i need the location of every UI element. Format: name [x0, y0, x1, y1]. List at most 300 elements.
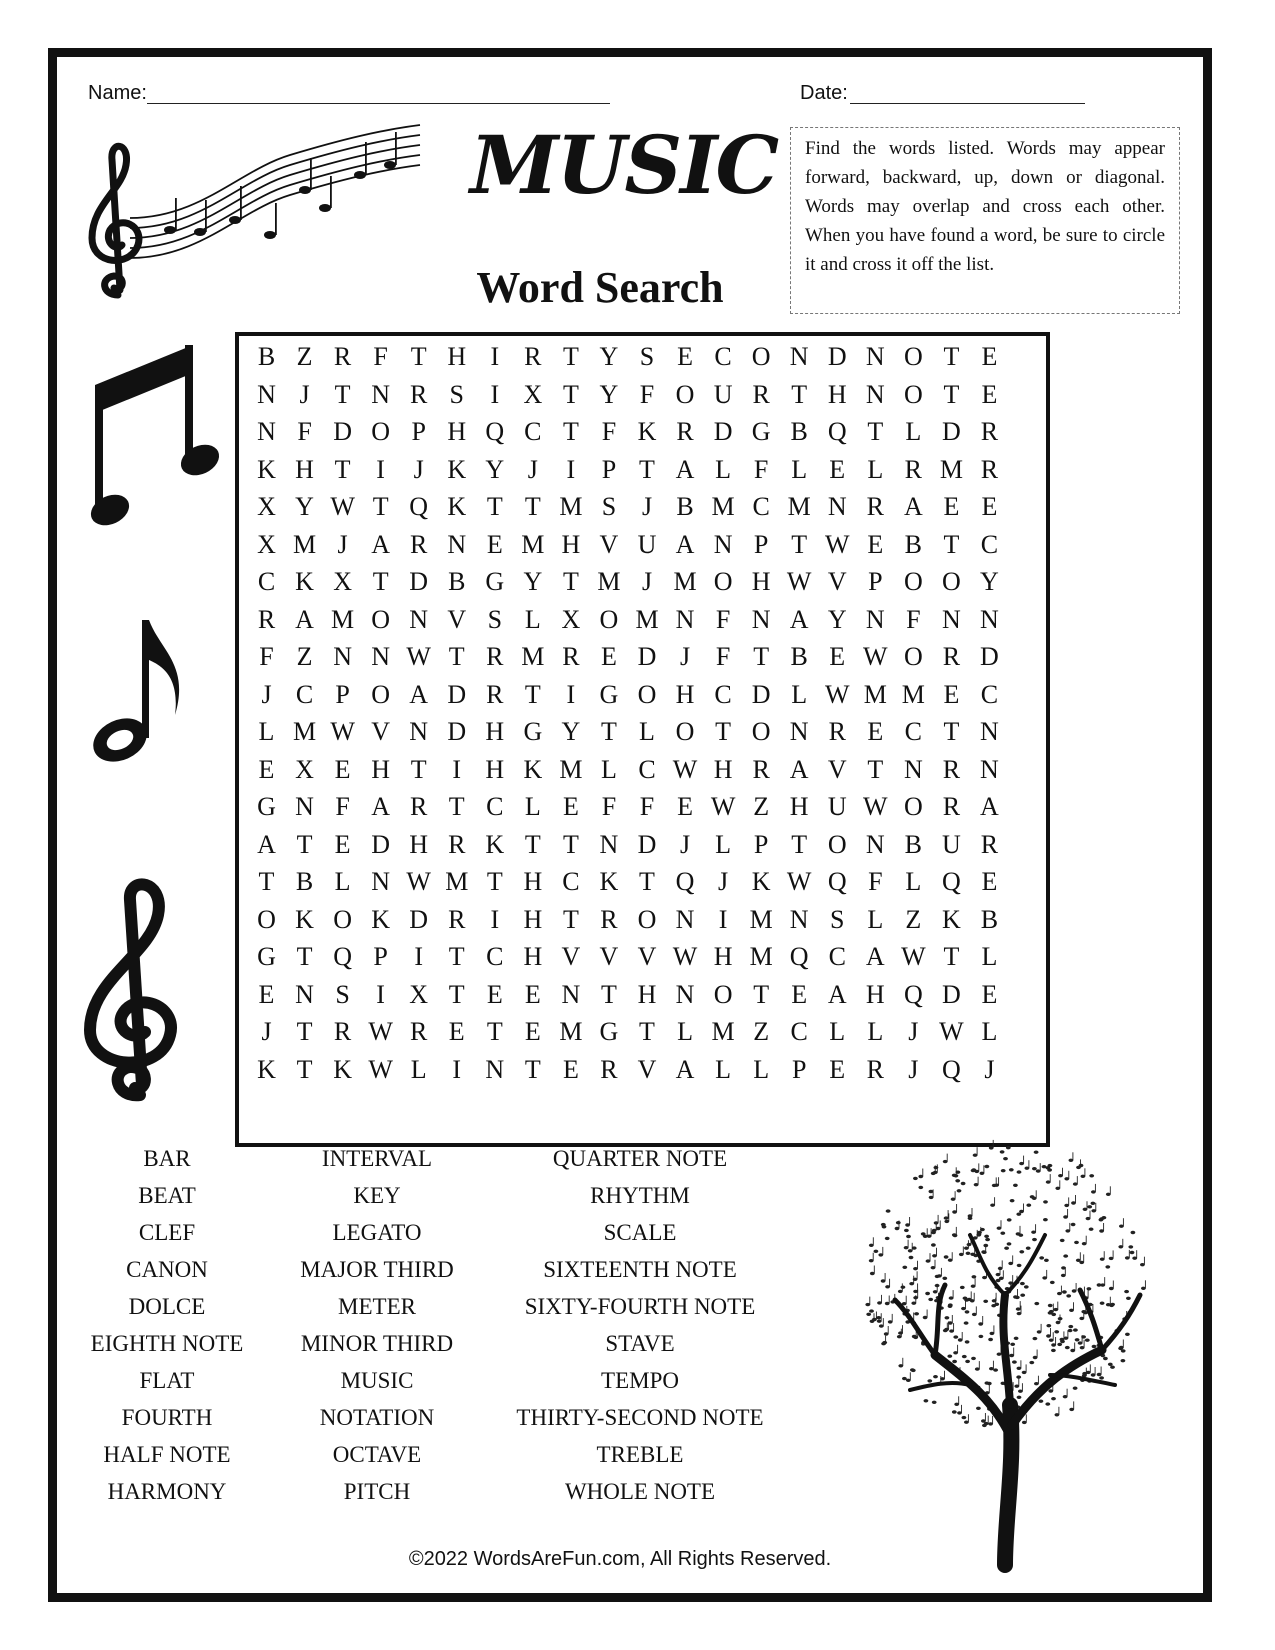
- grid-letter[interactable]: G: [523, 717, 543, 746]
- grid-letter[interactable]: C: [904, 717, 923, 746]
- grid-letter[interactable]: L: [791, 454, 808, 484]
- grid-letter[interactable]: R: [410, 792, 428, 821]
- grid-letter[interactable]: E: [981, 342, 998, 371]
- grid-letter[interactable]: N: [827, 492, 847, 521]
- grid-letter[interactable]: X: [257, 492, 276, 521]
- grid-letter[interactable]: R: [980, 454, 999, 484]
- grid-letter[interactable]: K: [599, 867, 619, 896]
- grid-letter[interactable]: Q: [942, 1054, 961, 1084]
- grid-letter[interactable]: E: [258, 754, 275, 784]
- grid-letter[interactable]: K: [942, 904, 961, 934]
- grid-letter[interactable]: T: [562, 417, 579, 446]
- grid-letter[interactable]: M: [521, 642, 545, 671]
- grid-letter[interactable]: N: [789, 717, 809, 746]
- grid-letter[interactable]: P: [753, 829, 769, 859]
- grid-letter[interactable]: C: [980, 529, 999, 559]
- grid-letter[interactable]: E: [562, 1054, 579, 1084]
- grid-letter[interactable]: C: [257, 567, 276, 596]
- grid-letter[interactable]: G: [751, 417, 771, 446]
- grid-letter[interactable]: X: [523, 379, 543, 409]
- date-field[interactable]: [850, 103, 1085, 104]
- grid-letter[interactable]: O: [637, 904, 657, 934]
- grid-letter[interactable]: E: [981, 492, 998, 521]
- grid-letter[interactable]: R: [486, 642, 504, 671]
- grid-letter[interactable]: H: [865, 979, 885, 1009]
- grid-letter[interactable]: D: [827, 342, 847, 371]
- grid-letter[interactable]: B: [980, 904, 999, 934]
- grid-letter[interactable]: T: [524, 679, 541, 709]
- grid-letter[interactable]: R: [828, 717, 846, 746]
- grid-letter[interactable]: T: [486, 492, 503, 521]
- grid-letter[interactable]: J: [261, 679, 272, 709]
- grid-letter[interactable]: U: [713, 379, 733, 409]
- grid-letter[interactable]: C: [714, 342, 732, 371]
- grid-letter[interactable]: Y: [485, 454, 505, 484]
- grid-letter[interactable]: E: [334, 754, 351, 784]
- grid-letter[interactable]: T: [296, 1017, 313, 1046]
- grid-letter[interactable]: I: [414, 942, 424, 971]
- grid-letter[interactable]: B: [904, 529, 923, 559]
- grid-letter[interactable]: Z: [753, 1017, 770, 1046]
- grid-letter[interactable]: N: [409, 604, 429, 634]
- grid-letter[interactable]: C: [486, 942, 504, 971]
- grid-letter[interactable]: O: [257, 904, 276, 934]
- grid-letter[interactable]: U: [827, 792, 847, 821]
- grid-letter[interactable]: G: [257, 792, 276, 821]
- grid-letter[interactable]: E: [334, 829, 351, 859]
- grid-letter[interactable]: N: [903, 754, 923, 784]
- grid-letter[interactable]: W: [406, 642, 431, 671]
- grid-letter[interactable]: J: [679, 829, 691, 859]
- grid-letter[interactable]: W: [672, 754, 698, 784]
- grid-letter[interactable]: E: [867, 717, 884, 746]
- grid-letter[interactable]: O: [827, 829, 847, 859]
- grid-letter[interactable]: D: [942, 979, 961, 1009]
- grid-letter[interactable]: A: [675, 454, 695, 484]
- grid-letter[interactable]: T: [258, 867, 275, 896]
- grid-letter[interactable]: N: [371, 642, 391, 671]
- grid-letter[interactable]: G: [485, 567, 505, 596]
- grid-letter[interactable]: K: [637, 417, 657, 446]
- grid-letter[interactable]: C: [790, 1017, 808, 1046]
- grid-letter[interactable]: E: [791, 979, 808, 1009]
- grid-letter[interactable]: L: [524, 792, 541, 821]
- grid-letter[interactable]: W: [710, 792, 736, 821]
- grid-letter[interactable]: Y: [980, 567, 999, 596]
- grid-letter[interactable]: I: [452, 1054, 462, 1084]
- grid-letter[interactable]: L: [905, 417, 922, 446]
- grid-letter[interactable]: N: [409, 717, 429, 746]
- grid-letter[interactable]: B: [904, 829, 923, 859]
- grid-letter[interactable]: T: [562, 342, 579, 371]
- grid-letter[interactable]: E: [981, 379, 998, 409]
- grid-letter[interactable]: K: [295, 567, 314, 596]
- grid-letter[interactable]: E: [486, 979, 503, 1009]
- grid-letter[interactable]: L: [677, 1017, 693, 1046]
- grid-letter[interactable]: K: [295, 904, 314, 934]
- grid-letter[interactable]: J: [908, 1054, 919, 1084]
- grid-letter[interactable]: L: [334, 867, 351, 896]
- grid-letter[interactable]: K: [371, 904, 391, 934]
- grid-letter[interactable]: R: [562, 642, 580, 671]
- grid-letter[interactable]: I: [452, 754, 462, 784]
- grid-letter[interactable]: M: [559, 754, 583, 784]
- grid-letter[interactable]: M: [711, 492, 735, 521]
- grid-letter[interactable]: H: [485, 717, 505, 746]
- grid-letter[interactable]: V: [827, 567, 847, 596]
- grid-letter[interactable]: I: [566, 454, 576, 484]
- grid-letter[interactable]: W: [672, 942, 698, 971]
- grid-letter[interactable]: A: [675, 1054, 695, 1084]
- grid-letter[interactable]: T: [562, 904, 579, 934]
- grid-letter[interactable]: V: [599, 529, 619, 559]
- grid-letter[interactable]: T: [791, 379, 808, 409]
- grid-letter[interactable]: T: [639, 454, 655, 484]
- grid-letter[interactable]: T: [410, 754, 427, 784]
- grid-letter[interactable]: H: [561, 529, 581, 559]
- grid-letter[interactable]: V: [827, 754, 847, 784]
- grid-letter[interactable]: V: [637, 942, 657, 971]
- grid-letter[interactable]: S: [830, 904, 845, 934]
- grid-letter[interactable]: R: [942, 642, 961, 671]
- grid-letter[interactable]: D: [409, 904, 429, 934]
- grid-letter[interactable]: Z: [905, 904, 922, 934]
- grid-letter[interactable]: J: [299, 379, 310, 409]
- grid-letter[interactable]: F: [259, 642, 274, 671]
- grid-letter[interactable]: Y: [295, 492, 314, 521]
- grid-letter[interactable]: T: [486, 867, 503, 896]
- grid-letter[interactable]: L: [715, 1054, 732, 1084]
- grid-letter[interactable]: B: [676, 492, 694, 521]
- grid-letter[interactable]: K: [751, 867, 771, 896]
- grid-letter[interactable]: C: [980, 679, 999, 709]
- grid-letter[interactable]: J: [718, 867, 729, 896]
- grid-letter[interactable]: P: [753, 529, 769, 559]
- grid-letter[interactable]: N: [333, 642, 352, 671]
- grid-letter[interactable]: D: [713, 417, 733, 446]
- grid-letter[interactable]: N: [942, 604, 961, 634]
- grid-letter[interactable]: A: [789, 604, 809, 634]
- grid-letter[interactable]: S: [449, 379, 464, 409]
- grid-letter[interactable]: Q: [827, 417, 847, 446]
- grid-letter[interactable]: R: [486, 679, 504, 709]
- grid-letter[interactable]: J: [413, 454, 424, 484]
- grid-letter[interactable]: R: [600, 904, 618, 934]
- grid-letter[interactable]: F: [753, 454, 769, 484]
- grid-letter[interactable]: A: [827, 979, 847, 1009]
- grid-letter[interactable]: T: [943, 529, 960, 559]
- grid-letter[interactable]: E: [943, 679, 960, 709]
- grid-letter[interactable]: S: [335, 979, 350, 1009]
- name-field[interactable]: [147, 103, 610, 104]
- grid-letter[interactable]: L: [981, 1017, 998, 1046]
- grid-letter[interactable]: N: [371, 379, 391, 409]
- grid-letter[interactable]: Q: [827, 867, 847, 896]
- grid-letter[interactable]: E: [524, 1017, 541, 1046]
- grid-letter[interactable]: E: [486, 529, 503, 559]
- grid-letter[interactable]: O: [333, 904, 352, 934]
- grid-letter[interactable]: H: [523, 904, 543, 934]
- grid-letter[interactable]: D: [980, 642, 999, 671]
- grid-letter[interactable]: Q: [903, 979, 923, 1009]
- grid-letter[interactable]: T: [943, 942, 960, 971]
- grid-letter[interactable]: H: [637, 979, 657, 1009]
- grid-letter[interactable]: O: [751, 342, 771, 371]
- grid-letter[interactable]: W: [368, 1017, 393, 1046]
- grid-letter[interactable]: T: [753, 979, 770, 1009]
- grid-letter[interactable]: N: [865, 604, 885, 634]
- grid-letter[interactable]: T: [562, 829, 579, 859]
- grid-letter[interactable]: T: [372, 492, 389, 521]
- grid-letter[interactable]: V: [637, 1054, 657, 1084]
- grid-letter[interactable]: Y: [599, 342, 619, 371]
- grid-letter[interactable]: T: [562, 379, 579, 409]
- grid-letter[interactable]: C: [714, 679, 732, 709]
- grid-letter[interactable]: T: [600, 979, 617, 1009]
- grid-letter[interactable]: R: [980, 417, 999, 446]
- grid-letter[interactable]: T: [448, 942, 465, 971]
- grid-letter[interactable]: N: [295, 979, 314, 1009]
- grid-letter[interactable]: M: [673, 567, 697, 596]
- grid-letter[interactable]: T: [867, 754, 884, 784]
- grid-letter[interactable]: M: [521, 529, 545, 559]
- grid-letter[interactable]: R: [448, 904, 466, 934]
- grid-letter[interactable]: T: [562, 567, 579, 596]
- grid-letter[interactable]: N: [789, 904, 809, 934]
- grid-letter[interactable]: K: [523, 754, 543, 784]
- grid-letter[interactable]: J: [641, 567, 653, 596]
- grid-letter[interactable]: T: [943, 342, 960, 371]
- grid-letter[interactable]: L: [410, 1054, 427, 1084]
- grid-letter[interactable]: T: [296, 942, 313, 971]
- grid-letter[interactable]: U: [637, 529, 657, 559]
- grid-letter[interactable]: H: [447, 417, 467, 446]
- grid-letter[interactable]: E: [981, 979, 998, 1009]
- grid-letter[interactable]: O: [371, 417, 391, 446]
- grid-letter[interactable]: C: [486, 792, 504, 821]
- grid-letter[interactable]: G: [599, 1017, 619, 1046]
- grid-letter[interactable]: J: [261, 1017, 272, 1046]
- grid-letter[interactable]: H: [827, 379, 847, 409]
- grid-letter[interactable]: T: [448, 642, 465, 671]
- grid-letter[interactable]: A: [980, 792, 999, 821]
- grid-letter[interactable]: T: [867, 417, 884, 446]
- grid-letter[interactable]: H: [675, 679, 695, 709]
- grid-letter[interactable]: C: [828, 942, 846, 971]
- grid-letter[interactable]: N: [599, 829, 619, 859]
- grid-letter[interactable]: Q: [942, 867, 961, 896]
- grid-letter[interactable]: R: [410, 529, 428, 559]
- grid-letter[interactable]: H: [713, 942, 733, 971]
- grid-letter[interactable]: B: [790, 642, 808, 671]
- grid-letter[interactable]: F: [297, 417, 312, 446]
- grid-letter[interactable]: P: [868, 567, 883, 596]
- grid-letter[interactable]: H: [789, 792, 809, 821]
- grid-letter[interactable]: E: [600, 642, 617, 671]
- grid-letter[interactable]: T: [296, 1054, 313, 1084]
- grid-letter[interactable]: Y: [561, 717, 581, 746]
- grid-letter[interactable]: Y: [827, 604, 847, 634]
- grid-letter[interactable]: Q: [485, 417, 505, 446]
- grid-letter[interactable]: M: [559, 492, 583, 521]
- grid-letter[interactable]: O: [903, 792, 923, 821]
- grid-letter[interactable]: T: [448, 792, 465, 821]
- grid-letter[interactable]: M: [901, 679, 925, 709]
- grid-letter[interactable]: L: [867, 454, 884, 484]
- grid-letter[interactable]: L: [753, 1054, 770, 1084]
- grid-letter[interactable]: I: [376, 979, 385, 1009]
- grid-letter[interactable]: C: [638, 754, 656, 784]
- grid-letter[interactable]: A: [789, 754, 809, 784]
- grid-letter[interactable]: B: [295, 867, 314, 896]
- grid-letter[interactable]: P: [411, 417, 426, 446]
- grid-letter[interactable]: T: [791, 829, 808, 859]
- grid-letter[interactable]: P: [335, 679, 350, 709]
- grid-letter[interactable]: D: [447, 717, 467, 746]
- grid-letter[interactable]: T: [524, 492, 541, 521]
- grid-letter[interactable]: M: [749, 904, 773, 934]
- grid-letter[interactable]: E: [448, 1017, 465, 1046]
- grid-letter[interactable]: I: [490, 904, 500, 934]
- grid-letter[interactable]: N: [485, 1054, 505, 1084]
- grid-letter[interactable]: F: [715, 604, 731, 634]
- grid-letter[interactable]: R: [676, 417, 694, 446]
- grid-letter[interactable]: M: [787, 492, 811, 521]
- grid-letter[interactable]: A: [371, 792, 391, 821]
- grid-letter[interactable]: I: [376, 454, 385, 484]
- grid-letter[interactable]: H: [409, 829, 429, 859]
- grid-letter[interactable]: D: [637, 642, 657, 671]
- grid-letter[interactable]: N: [980, 754, 999, 784]
- grid-letter[interactable]: V: [599, 942, 619, 971]
- grid-letter[interactable]: F: [715, 642, 731, 671]
- grid-letter[interactable]: R: [257, 604, 276, 634]
- grid-letter[interactable]: E: [829, 1054, 846, 1084]
- grid-letter[interactable]: W: [368, 1054, 393, 1084]
- grid-letter[interactable]: L: [639, 717, 655, 746]
- grid-letter[interactable]: Y: [599, 379, 619, 409]
- grid-letter[interactable]: C: [752, 492, 770, 521]
- grid-letter[interactable]: T: [639, 867, 655, 896]
- grid-letter[interactable]: P: [373, 942, 388, 971]
- grid-letter[interactable]: L: [905, 867, 922, 896]
- grid-letter[interactable]: R: [752, 754, 770, 784]
- grid-letter[interactable]: J: [337, 529, 348, 559]
- grid-letter[interactable]: M: [635, 604, 659, 634]
- grid-letter[interactable]: N: [257, 417, 276, 446]
- grid-letter[interactable]: T: [600, 717, 617, 746]
- grid-letter[interactable]: O: [751, 717, 771, 746]
- grid-letter[interactable]: A: [865, 942, 885, 971]
- grid-letter[interactable]: Q: [333, 942, 352, 971]
- grid-letter[interactable]: C: [295, 679, 314, 709]
- grid-letter[interactable]: W: [406, 867, 431, 896]
- grid-letter[interactable]: T: [334, 454, 351, 484]
- grid-letter[interactable]: H: [523, 867, 543, 896]
- grid-letter[interactable]: W: [863, 792, 888, 821]
- grid-letter[interactable]: H: [485, 754, 505, 784]
- grid-letter[interactable]: M: [939, 454, 963, 484]
- grid-letter[interactable]: L: [715, 454, 732, 484]
- grid-letter[interactable]: S: [487, 604, 503, 634]
- grid-letter[interactable]: M: [292, 717, 317, 746]
- grid-letter[interactable]: W: [330, 717, 355, 746]
- grid-letter[interactable]: R: [524, 342, 542, 371]
- grid-letter[interactable]: Q: [675, 867, 695, 896]
- grid-letter[interactable]: O: [599, 604, 619, 634]
- grid-letter[interactable]: R: [942, 754, 961, 784]
- grid-letter[interactable]: R: [866, 1054, 884, 1084]
- grid-letter[interactable]: F: [601, 792, 617, 821]
- grid-letter[interactable]: D: [333, 417, 352, 446]
- grid-letter[interactable]: W: [824, 529, 850, 559]
- grid-letter[interactable]: O: [903, 342, 923, 371]
- grid-letter[interactable]: V: [371, 717, 391, 746]
- grid-letter[interactable]: E: [677, 342, 693, 371]
- grid-letter[interactable]: R: [866, 492, 884, 521]
- grid-letter[interactable]: G: [599, 679, 619, 709]
- grid-letter[interactable]: X: [561, 604, 581, 634]
- grid-letter[interactable]: T: [639, 1017, 655, 1046]
- grid-letter[interactable]: K: [257, 454, 276, 484]
- grid-letter[interactable]: V: [561, 942, 581, 971]
- grid-letter[interactable]: M: [331, 604, 355, 634]
- grid-letter[interactable]: F: [868, 867, 883, 896]
- grid-letter[interactable]: R: [980, 829, 999, 859]
- grid-letter[interactable]: K: [333, 1054, 352, 1084]
- grid-letter[interactable]: M: [863, 679, 887, 709]
- grid-letter[interactable]: O: [713, 979, 733, 1009]
- grid-letter[interactable]: W: [824, 679, 850, 709]
- grid-letter[interactable]: O: [675, 717, 695, 746]
- grid-letter[interactable]: H: [295, 454, 314, 484]
- grid-letter[interactable]: N: [295, 792, 314, 821]
- grid-letter[interactable]: T: [943, 379, 960, 409]
- grid-letter[interactable]: U: [942, 829, 961, 859]
- grid-letter[interactable]: T: [524, 829, 541, 859]
- grid-letter[interactable]: K: [485, 829, 505, 859]
- grid-letter[interactable]: D: [751, 679, 771, 709]
- grid-letter[interactable]: A: [257, 829, 276, 859]
- grid-letter[interactable]: M: [597, 567, 621, 596]
- grid-letter[interactable]: B: [790, 417, 808, 446]
- grid-letter[interactable]: N: [675, 604, 695, 634]
- grid-letter[interactable]: R: [904, 454, 923, 484]
- grid-letter[interactable]: Z: [296, 342, 313, 371]
- grid-letter[interactable]: F: [639, 792, 655, 821]
- grid-letter[interactable]: X: [257, 529, 276, 559]
- grid-letter[interactable]: N: [713, 529, 733, 559]
- grid-letter[interactable]: D: [942, 417, 961, 446]
- grid-letter[interactable]: Q: [409, 492, 429, 521]
- grid-letter[interactable]: E: [524, 979, 541, 1009]
- grid-letter[interactable]: F: [639, 379, 655, 409]
- grid-letter[interactable]: K: [257, 1054, 276, 1084]
- grid-letter[interactable]: T: [410, 342, 427, 371]
- grid-letter[interactable]: I: [490, 379, 500, 409]
- grid-letter[interactable]: R: [942, 792, 961, 821]
- grid-letter[interactable]: L: [715, 829, 732, 859]
- grid-letter[interactable]: N: [865, 829, 885, 859]
- grid-letter[interactable]: R: [410, 1017, 428, 1046]
- grid-letter[interactable]: W: [786, 867, 812, 896]
- grid-letter[interactable]: R: [333, 342, 352, 371]
- grid-letter[interactable]: O: [713, 567, 733, 596]
- grid-letter[interactable]: M: [749, 942, 773, 971]
- grid-letter[interactable]: L: [600, 754, 617, 784]
- grid-letter[interactable]: T: [753, 642, 770, 671]
- grid-letter[interactable]: N: [447, 529, 467, 559]
